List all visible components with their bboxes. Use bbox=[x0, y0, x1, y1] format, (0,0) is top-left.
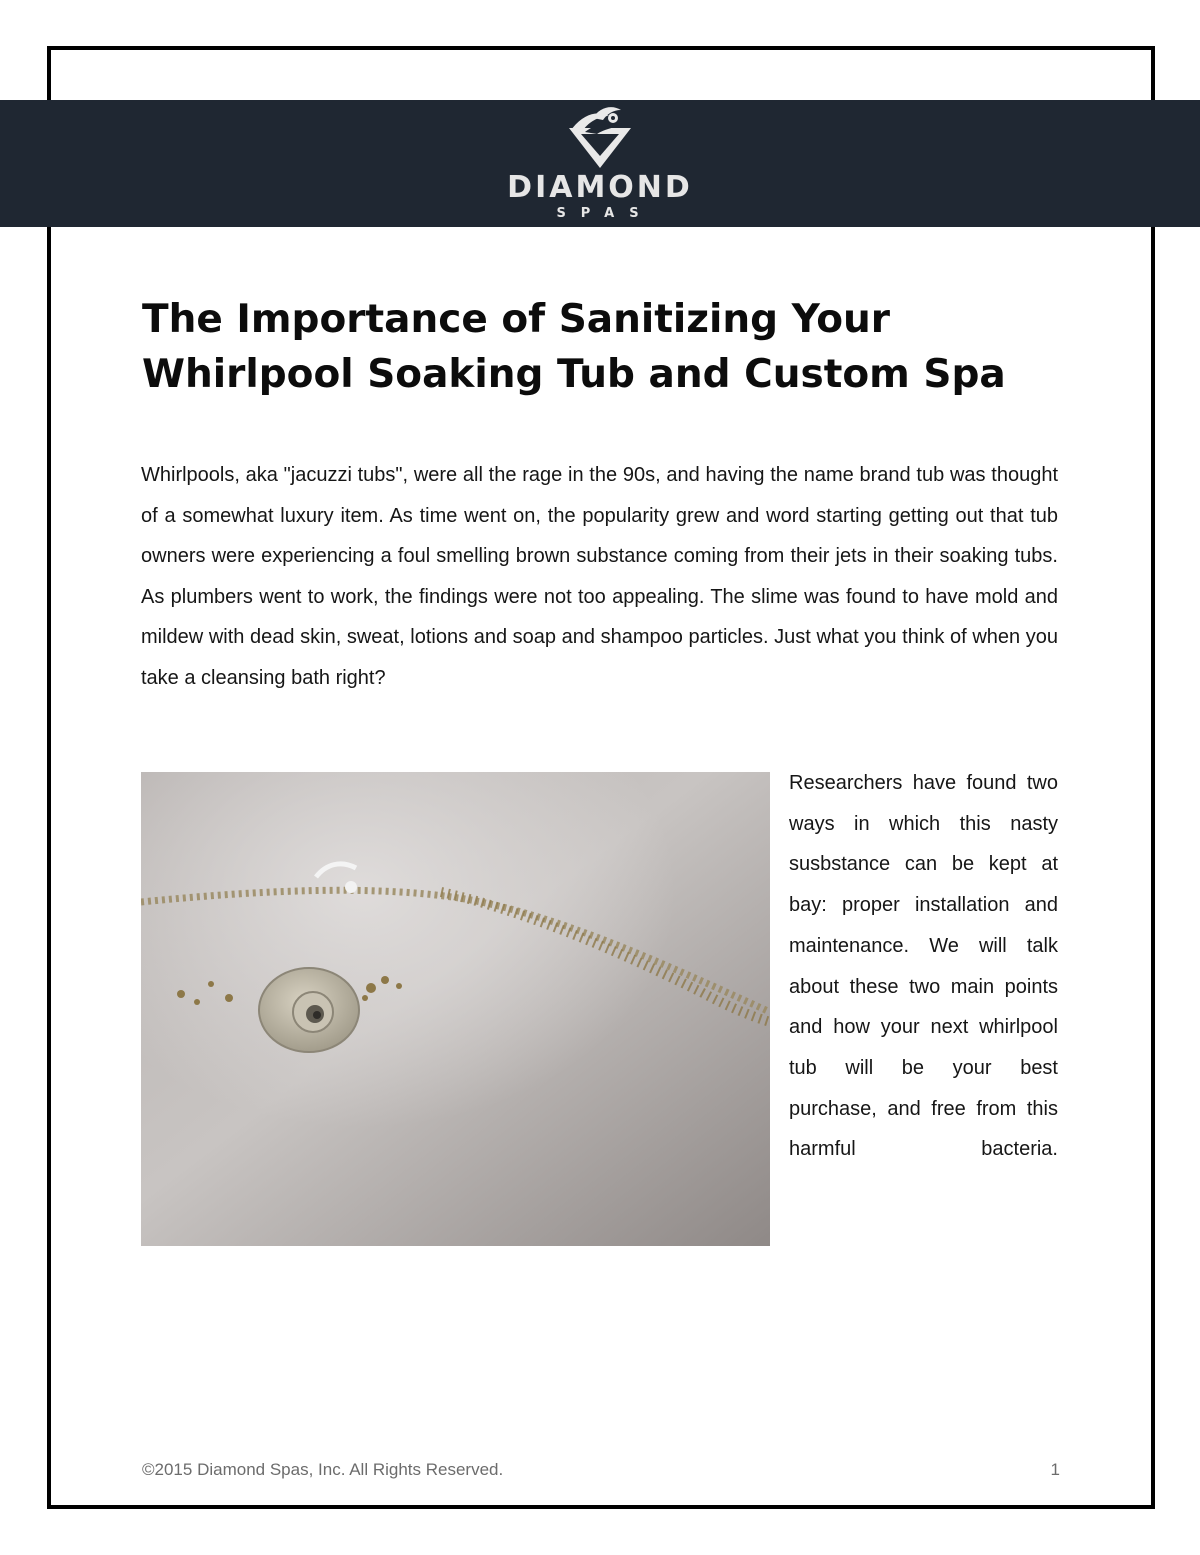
brand-name: DIAMOND bbox=[507, 170, 693, 205]
header-band bbox=[0, 100, 1200, 227]
page-number: 1 bbox=[1050, 1460, 1060, 1479]
brand-logo bbox=[470, 100, 730, 227]
intro-paragraph: Whirlpools, aka "jacuzzi tubs", were all the rage in the 90s, and having the name brand tub was thought of a somewhat luxury item. As time went on, the popularity grew and word starting getting out that tub owners were experiencing a foul smelling brown substance coming from their jets in their soaking tubs. As plumbers went to work, the findings were not too appealing. The slime was found to have mold and mildew with dead skin, sweat, lotions and soap and shampoo particles. Just what you think of when you take a cleansing bath right? bbox=[141, 464, 1058, 689]
tub-jet-photo bbox=[141, 772, 770, 1246]
side-paragraph: Researchers have found two ways in which this nasty susbstance can be kept at bay: proper installation and maintenance. We will talk about these two main points and how your next whirlpool tub will be your best purchase, and free from this harmful bacteria. bbox=[789, 772, 1058, 1161]
brand-subtitle: SPAS bbox=[556, 206, 654, 221]
article-title: The Importance of Sanitizing Your Whirlpool Soaking Tub and Custom Spa bbox=[142, 297, 1006, 397]
footer-copyright: ©2015 Diamond Spas, Inc. All Rights Reserved. bbox=[142, 1460, 504, 1479]
diamond-wave-icon bbox=[563, 104, 637, 170]
